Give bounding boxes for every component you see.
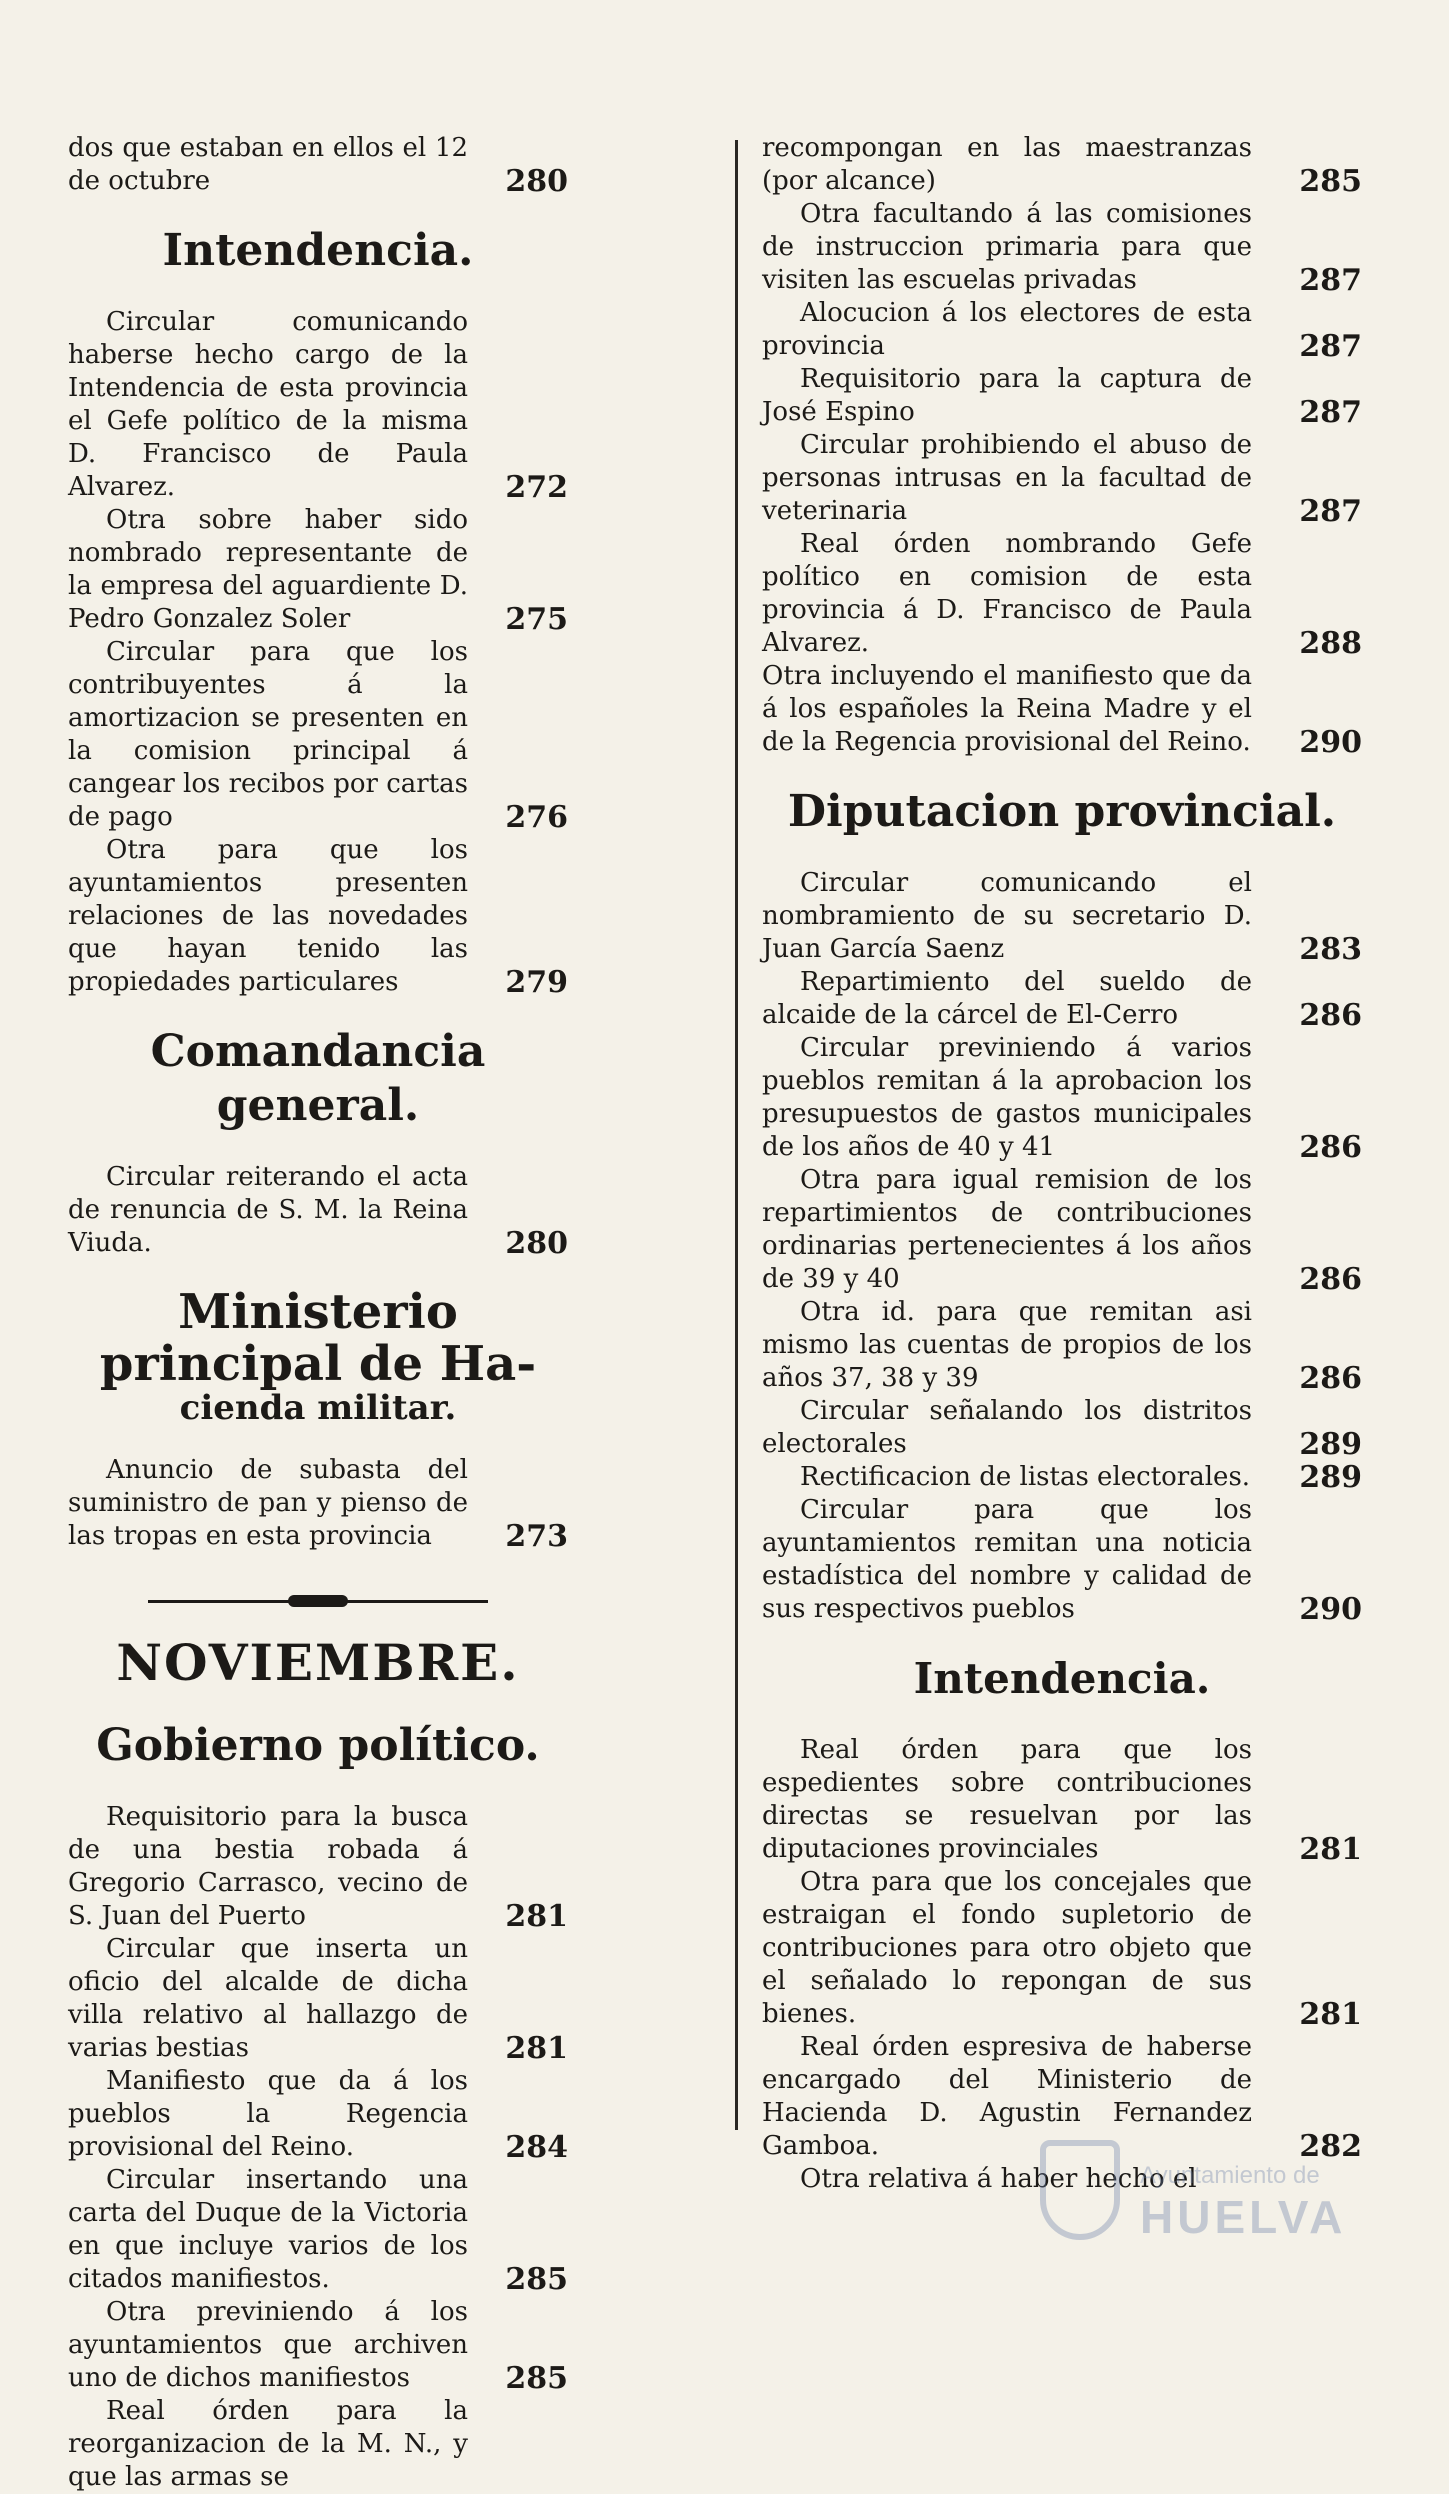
index-entry: Manifiesto que da á los pueblos la Regencia provisional del Reino. 284	[68, 2066, 568, 2165]
index-entry: Requisitorio para la busca de una bestia robada á Gregorio Carrasco, vecino de S. Juan del Puerto 281	[68, 1802, 568, 1934]
section-title-gobierno: Gobierno político.	[96, 1720, 540, 1771]
index-entry: Otra sobre haber sido nombrado representante de la empresa del aguardiente D. Pedro Gonzalez Soler 275	[68, 505, 568, 637]
section-subtitle-ministerio: cienda militar.	[179, 1388, 457, 1428]
index-entry: Rectificacion de listas electorales. 289	[800, 1460, 1362, 1495]
index-entry: Circular comunicando haberse hecho cargo de la Intendencia de esta provincia el Gefe político de la misma D. Francisco de Paula Alvarez. 272	[68, 307, 568, 505]
ornamental-divider	[148, 1593, 488, 1609]
index-entry: Real órden espresiva de haberse encargado del Ministerio de Hacienda D. Agustin Fernandez Gamboa. 282	[762, 2032, 1362, 2164]
index-entry: Otra relativa á haber hecho el	[800, 2164, 1197, 2194]
index-entry: Circular señalando los distritos electorales 289	[762, 1396, 1362, 1462]
entry-text: dos que estaban en ellos el 12 de octubre	[68, 133, 468, 196]
right-column	[762, 132, 1362, 2196]
index-entry: Circular previniendo á varios pueblos remitan á la aprobacion los presupuestos de gastos municipales de los años de 40 y 41 286	[762, 1033, 1362, 1165]
index-entry: Real órden para la reorganizacion de la M. N., y que las armas se	[68, 2396, 468, 2492]
index-entry: recompongan en las maestranzas (por alcance) 285	[762, 133, 1362, 199]
index-entry	[68, 132, 568, 198]
column-divider	[735, 140, 738, 2130]
index-entry: Circular para que los contribuyentes á la amortizacion se presenten en la comision principal á cangear los recibos por cartas de pago 276	[68, 637, 568, 835]
watermark-brand: HUELVA	[1140, 2191, 1347, 2243]
index-entry: Otra previniendo á los ayuntamientos que archiven uno de dichos manifiestos 285	[68, 2297, 568, 2396]
index-entry: Otra incluyendo el manifiesto que da á los españoles la Reina Madre y el de la Regencia provisional del Reino. 290	[762, 661, 1362, 760]
index-entry: Otra id. para que remitan asi mismo las cuentas de propios de los años 37, 38 y 39 286	[762, 1297, 1362, 1396]
index-entry: Circular que inserta un oficio del alcalde de dicha villa relativo al hallazgo de varias bestias 281	[68, 1934, 568, 2066]
index-entry: Requisitorio para la captura de José Espino 287	[762, 364, 1362, 430]
watermark-text: Ayuntamiento de	[1140, 2162, 1320, 2189]
section-title-intendencia: Intendencia.	[162, 225, 474, 276]
section-title-diputacion: Diputacion provincial.	[787, 786, 1337, 837]
index-entry: Circular prohibiendo el abuso de personas intrusas en la facultad de veterinaria 287	[762, 430, 1362, 529]
index-entry: Repartimiento del sueldo de alcaide de la cárcel de El-Cerro 286	[762, 967, 1362, 1033]
month-heading: NOVIEMBRE.	[116, 1633, 520, 1692]
entry-page-number: 280	[505, 164, 568, 199]
index-entry: Real órden para que los espedientes sobre contribuciones directas se resuelvan por las diputaciones provinciales 281	[762, 1735, 1362, 1867]
index-entry: Alocucion á los electores de esta provincia 287	[762, 298, 1362, 364]
shield-icon	[1040, 2140, 1120, 2240]
index-entry: Otra para que los ayuntamientos presenten relaciones de las novedades que hayan tenido las propiedades particulares 279	[68, 835, 568, 1000]
index-entry: Otra para que los concejales que estraigan el fondo supletorio de contribuciones para otro objeto que el señalado lo repongan de sus bienes. 281	[762, 1867, 1362, 2032]
section-title-intendencia-right: Intendencia.	[913, 1654, 1211, 1703]
index-entry: Anuncio de subasta del suministro de pan y pienso de las tropas en esta provincia 273	[68, 1455, 568, 1554]
section-title-comandancia: Comandancia general.	[150, 1026, 486, 1131]
index-entry: Circular para que los ayuntamientos remitan una noticia estadística del nombre y calidad de sus respectivos pueblos 290	[762, 1495, 1362, 1627]
index-entry: Circular comunicando el nombramiento de su secretario D. Juan García Saenz 283	[762, 868, 1362, 967]
index-entry: Otra facultando á las comisiones de instruccion primaria para que visiten las escuelas privadas 287	[762, 199, 1362, 298]
section-title-ministerio: Ministerio principal de Ha-	[99, 1284, 537, 1392]
index-entry: Circular insertando una carta del Duque de la Victoria en que incluye varios de los citados manifiestos. 285	[68, 2165, 568, 2297]
index-entry: Circular reiterando el acta de renuncia de S. M. la Reina Viuda. 280	[68, 1162, 568, 1261]
index-entry: Otra para igual remision de los repartimientos de contribuciones ordinarias pertenecientes á los años de 39 y 40 286	[762, 1165, 1362, 1297]
left-column	[68, 132, 568, 2494]
watermark-logo	[1040, 2140, 1370, 2250]
index-entry: Real órden nombrando Gefe político en comision de esta provincia á D. Francisco de Paula Alvarez. 288	[762, 529, 1362, 661]
